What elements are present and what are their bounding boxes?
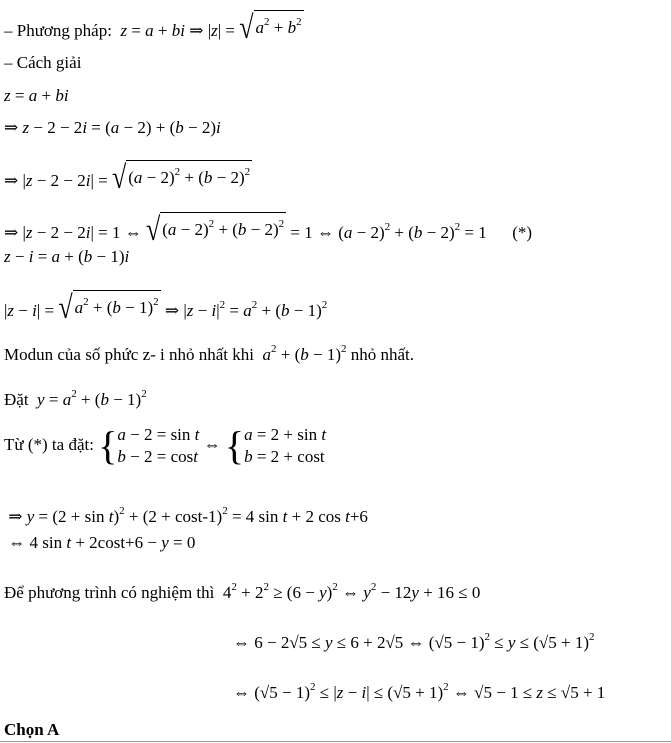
equation-line: ⇔ 6 − 2√5 ≤ y ≤ 6 + 2√5 ⇔ $(√5 - 1)^2 \le y \le (√5 + 1)^2$ — [233, 631, 595, 652]
equation-line: z − i = a + (b − 1)i — [4, 247, 130, 266]
from-text: Từ (*) ta đặt: — [4, 434, 94, 454]
equation-line: ⇔ 4 sin t + 2cost+6 − y = 0 — [4, 533, 196, 552]
solution-label: – Cách giải — [4, 53, 82, 72]
modulus-text: Modun của số phức z- i nhỏ nhất khi — [4, 345, 255, 364]
equation-line: ⇒ |z − 2 − 2i| = 1 ⇔ √ $(a - 2)^2 + (b - 2)^2$ = 1 ⇔ $(a - 2)^2 + (b - 2)^2 = 1$ (*) — [4, 211, 533, 248]
system-right: a = 2 + sin t b = 2 + cost — [244, 425, 327, 466]
condition-text: Để phương trình có nghiệm thì — [4, 583, 215, 602]
system-left: a − 2 = sin t b − 2 = cost — [117, 425, 200, 466]
modulus-text-end: nhỏ nhất. — [350, 345, 415, 364]
equation-line: ⇒ $y = (2 + \sin t)^2 + (2 + \cos t-1)^2 = 4$ sin t + 2 cos t+6 — [4, 505, 368, 526]
equation-line: ⇒ z − 2 − 2i = (a − 2) + (b − 2)i — [4, 118, 221, 137]
method-line: – Phương pháp: z = a + bi ⇒ |z| = √ $a^2 + b^2$ — [4, 9, 302, 46]
text-line: Để phương trình có nghiệm thì $4^2 + 2^2 \ge (6 - y)^2$ ⇔ $y^2 - 12y + 16 \le 0$ — [4, 581, 481, 602]
equation-line: ⇔ $(√5 - 1)^2 \le |z - i| \le (√5 + 1)^2$ ⇔ √5 − 1 ≤ z ≤ √5 + 1 — [233, 681, 606, 702]
system-line: Từ (*) ta đặt: {a − 2 = sin t b − 2 = cost ⇔ {a = 2 + sin t b = 2 + cost — [4, 423, 327, 468]
equation-line: ⇒ |z − 2 − 2i| = √ $(a - 2)^2 + (b - 2)^2$ — [4, 159, 251, 196]
divider — [0, 741, 671, 742]
set-text: Đặt — [4, 390, 29, 409]
answer-label: Chọn A — [4, 720, 60, 739]
method-label: – Phương pháp: — [4, 21, 112, 40]
equation-line: |z − i| = √ $a^2 + (b - 1)^2$ ⇒ $|z - i|^2 = a^2 + (b - 1)^2$ — [4, 289, 328, 326]
star-label: (*) — [512, 223, 533, 242]
sqrt-expression: √ $a^2 + b^2$ — [239, 9, 302, 46]
text-line: Modun của số phức z- i nhỏ nhất khi $a^2 + (b - 1)^2$ nhỏ nhất. — [4, 343, 415, 364]
text-line: Đặt $y = a^2 + (b - 1)^2$ — [4, 388, 147, 409]
equation-line: z = a + bi — [4, 86, 69, 105]
